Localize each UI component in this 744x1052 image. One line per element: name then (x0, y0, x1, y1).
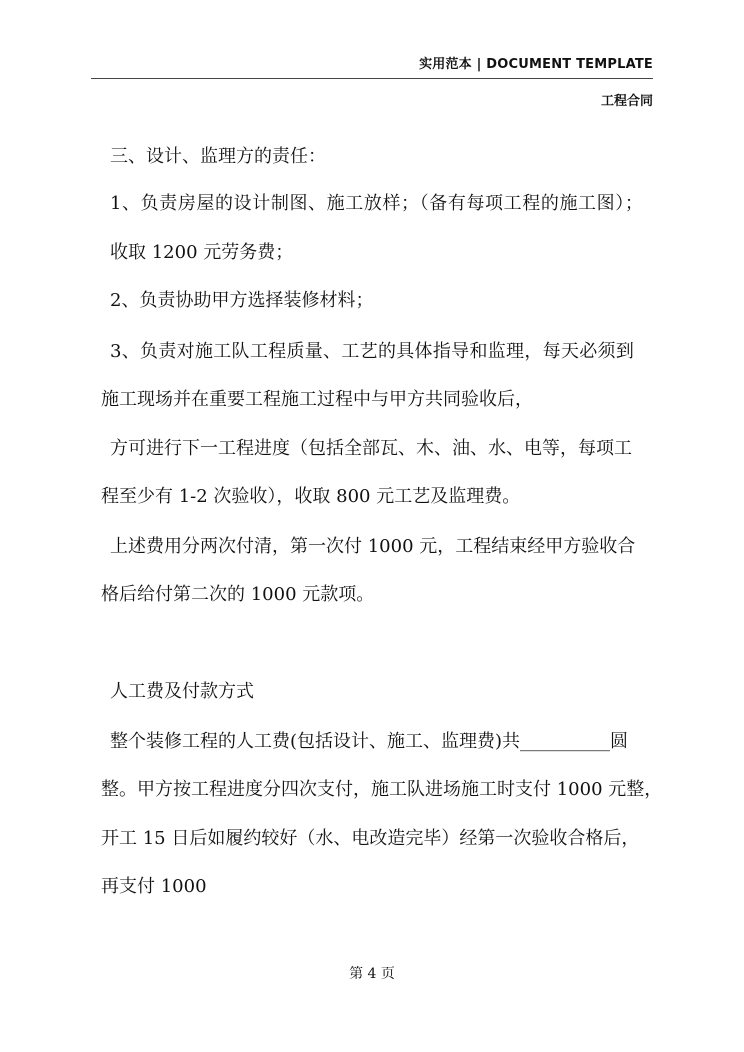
paragraph-line: 再支付 1000 (101, 876, 207, 897)
header-divider (91, 78, 653, 79)
paragraph-line: 开工 15 日后如履约较好（水、电改造完毕）经第一次验收合格后， (101, 828, 640, 849)
section-heading: 人工费及付款方式 (110, 681, 254, 702)
paragraph-line: 2、负责协助甲方选择装修材料； (110, 290, 374, 311)
paragraph-line: 收取 1200 元劳务费； (110, 242, 294, 263)
paragraph-line: 整。甲方按工程进度分四次支付，施工队进场施工时支付 1000 元整， (101, 779, 663, 800)
paragraph-line: 整个装修工程的人工费(包括设计、施工、监理费)共__________圆 (110, 731, 629, 752)
paragraph-line: 上述费用分两次付清，第一次付 1000 元，工程结束经甲方验收合 (110, 536, 636, 557)
paragraph-line: 1、负责房屋的设计制图、施工放样；（备有每项工程的施工图）； (110, 193, 644, 214)
section-heading: 三、设计、监理方的责任： (110, 146, 326, 167)
paragraph-line: 格后给付第二次的 1000 元款项。 (101, 584, 375, 605)
paragraph-line: 施工现场并在重要工程施工过程中与甲方共同验收后， (101, 389, 533, 410)
header-subtitle: 工程合同 (600, 94, 653, 109)
paragraph-line: 3、负责对施工队工程质量、工艺的具体指导和监理，每天必须到 (110, 341, 635, 362)
header-title: 实用范本 | DOCUMENT TEMPLATE (419, 57, 653, 72)
page-number: 第 4 页 (349, 966, 395, 982)
paragraph-line: 程至少有 1-2 次验收），收取 800 元工艺及监理费。 (101, 486, 521, 507)
paragraph-line: 方可进行下一工程进度（包括全部瓦、木、油、水、电等，每项工 (110, 438, 632, 459)
